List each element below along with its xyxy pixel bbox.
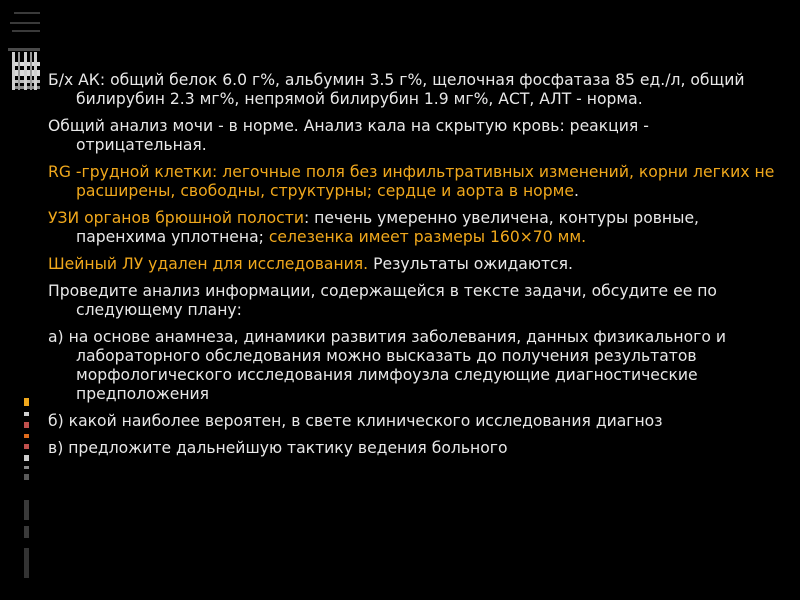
text-run: Общий анализ мочи - в норме. Анализ кала на скрытую кровь: реакция - отрицательная. <box>48 117 649 154</box>
text-run: Б/х АК: общий белок 6.0 г%, альбумин 3.5 г%, щелочная фосфатаза 85 ед./л, общий билирубин 2.3 мг%, непрямой билирубин 1.9 мг%, АСТ, АЛТ - норма. <box>48 71 745 108</box>
highlighted-text: селезенка имеет размеры 160×70 мм. <box>268 228 587 246</box>
top-stripes-decoration <box>8 12 40 90</box>
text-run: а) на основе анамнеза, динамики развития заболевания, данных физикального и лабораторного обследования можно высказать до получения результатов морфологического исследования лимфоузла следующие диагностические предположения <box>48 328 726 403</box>
highlighted-text: RG -грудной клетки: легочные поля без инфильтративных изменений, корни легких не расширены, свободны, структурны; сердце и аорта в норме <box>48 163 775 200</box>
bottom-stripes-decoration <box>24 398 29 578</box>
paragraph <box>48 163 778 201</box>
paragraph <box>48 439 778 458</box>
text-run: в) предложите дальнейшую тактику ведения больного <box>48 439 508 457</box>
paragraph <box>48 209 778 247</box>
slide-decoration <box>0 0 40 600</box>
text-run: . <box>573 182 579 200</box>
highlighted-text: Шейный ЛУ удален для исследования. <box>48 255 369 273</box>
paragraph <box>48 71 778 109</box>
paragraph <box>48 282 778 320</box>
paragraph <box>48 412 778 431</box>
paragraph <box>48 117 778 155</box>
text-run: б) какой наиболее вероятен, в свете клинического исследования диагноз <box>48 412 663 430</box>
highlighted-text: УЗИ органов брюшной полости <box>48 209 304 227</box>
text-run: : печень умеренно увеличена, контуры ровные, паренхима уплотнена; <box>76 209 699 246</box>
text-run: Результаты ожидаются. <box>368 255 573 273</box>
text-run: Проведите анализ информации, содержащейся в тексте задачи, обсудите ее по следующему плану: <box>48 282 717 319</box>
slide-body-text <box>48 71 778 466</box>
paragraph <box>48 255 778 274</box>
paragraph <box>48 328 778 404</box>
